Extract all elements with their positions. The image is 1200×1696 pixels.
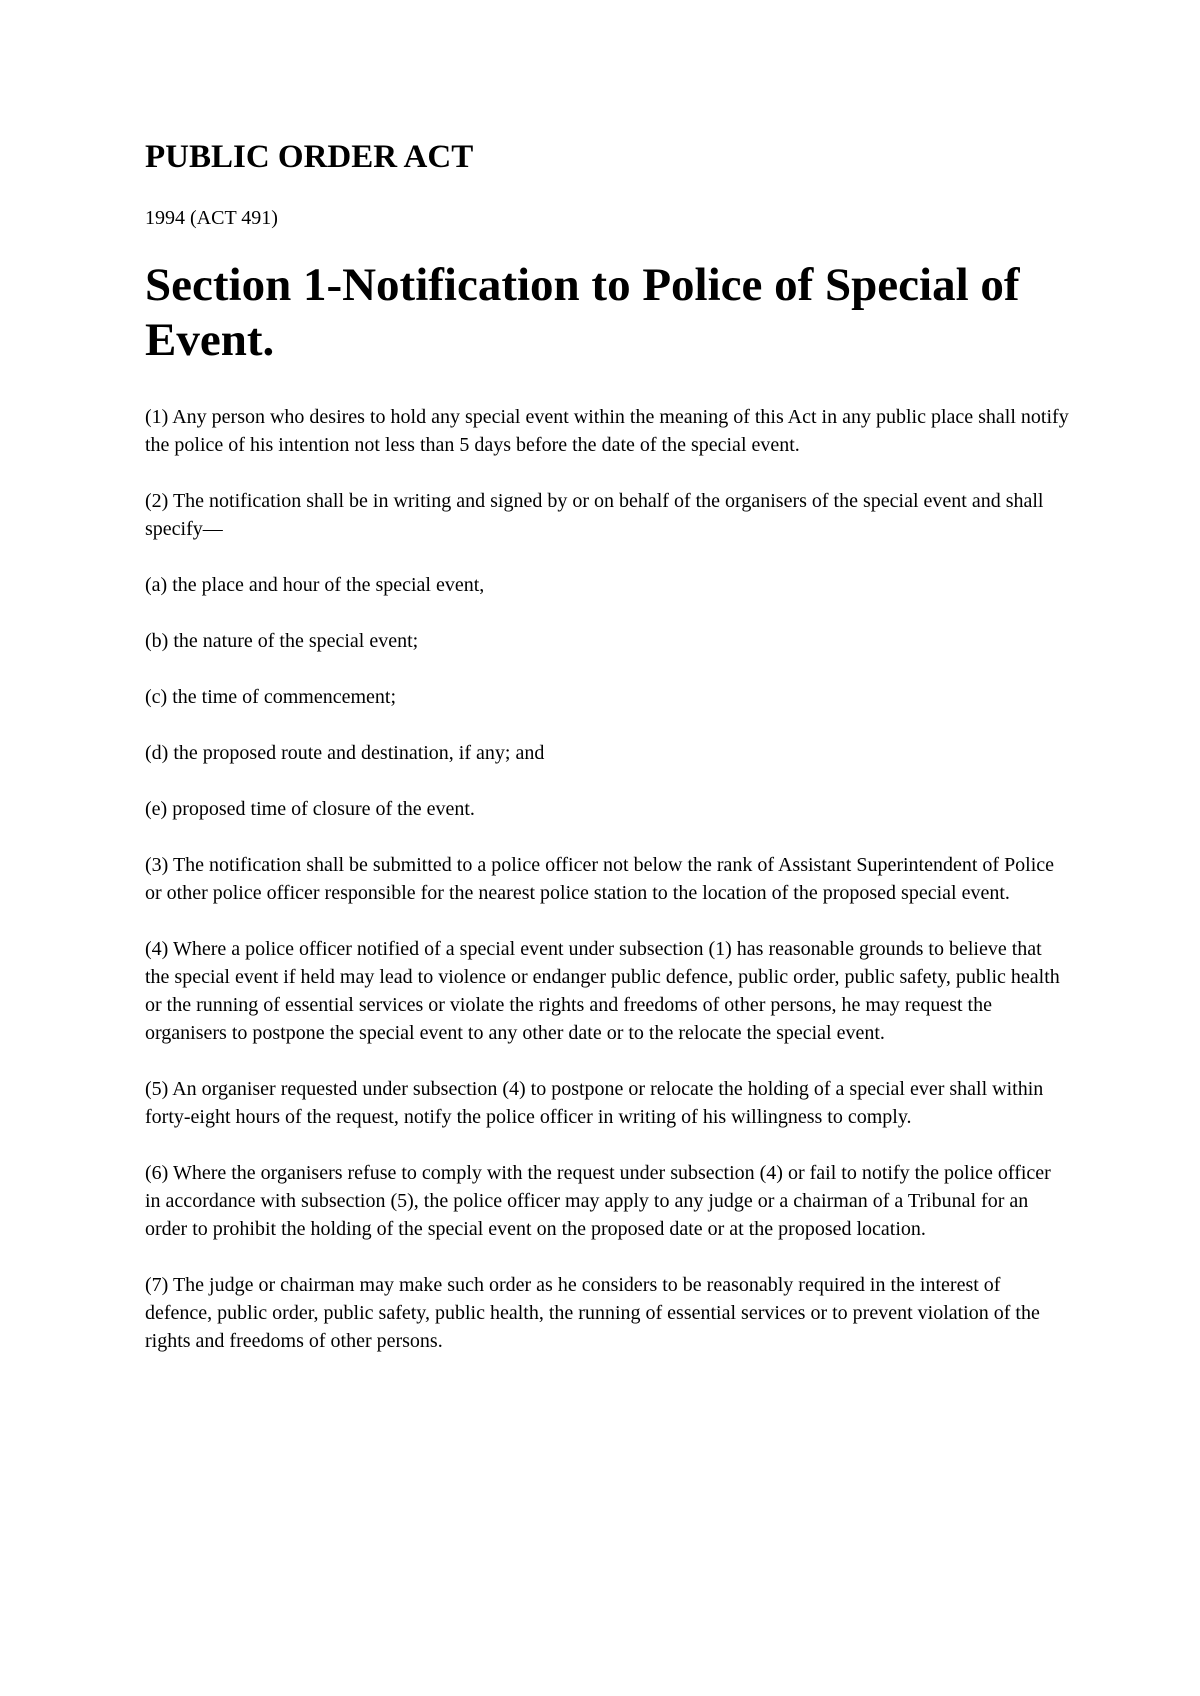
section-title: Section 1-Notification to Police of Special of Event. xyxy=(145,258,1020,367)
paragraph-1: (1) Any person who desires to hold any special event within the meaning of this Act in any public place shall notify the police of his intention not less than 5 days before the date of the special event. xyxy=(145,405,1069,456)
paragraph-2: (2) The notification shall be in writing and signed by or on behalf of the organisers of the special event and shall specify— xyxy=(145,489,1044,540)
paragraph-2d: (d) the proposed route and destination, if any; and xyxy=(145,741,545,764)
paragraph-2a: (a) the place and hour of the special event, xyxy=(145,573,485,596)
act-title: PUBLIC ORDER ACT xyxy=(145,139,474,175)
paragraph-4: (4) Where a police officer notified of a special event under subsection (1) has reasonable grounds to believe that the special event if held may lead to violence or endanger public defence, public order, public safety, public health or the running of essential services or violate the rights and freedoms of other persons, he may request the organisers to postpone the special event to any other date or to the relocate the special event. xyxy=(145,937,1060,1044)
paragraph-2b: (b) the nature of the special event; xyxy=(145,629,419,652)
paragraph-5: (5) An organiser requested under subsection (4) to postpone or relocate the holding of a special ever shall within forty-eight hours of the request, notify the police officer in writing of his willingness to comply. xyxy=(145,1077,1044,1128)
paragraph-7: (7) The judge or chairman may make such order as he considers to be reasonably required in the interest of defence, public order, public safety, public health, the running of essential services or to prevent violation of the rights and freedoms of other persons. xyxy=(145,1273,1040,1352)
paragraph-6: (6) Where the organisers refuse to comply with the request under subsection (4) or fail to notify the police officer in accordance with subsection (5), the police officer may apply to any judge or a chairman of a Tribunal for an order to prohibit the holding of the special event on the proposed date or at the proposed location. xyxy=(145,1161,1051,1240)
paragraph-2c: (c) the time of commencement; xyxy=(145,685,397,708)
act-year: 1994 (ACT 491) xyxy=(145,206,278,229)
paragraph-2e: (e) proposed time of closure of the event. xyxy=(145,797,475,820)
paragraph-3: (3) The notification shall be submitted to a police officer not below the rank of Assistant Superintendent of Police or other police officer responsible for the nearest police station to the location of the proposed special event. xyxy=(145,853,1055,904)
document-page xyxy=(145,138,1070,1355)
